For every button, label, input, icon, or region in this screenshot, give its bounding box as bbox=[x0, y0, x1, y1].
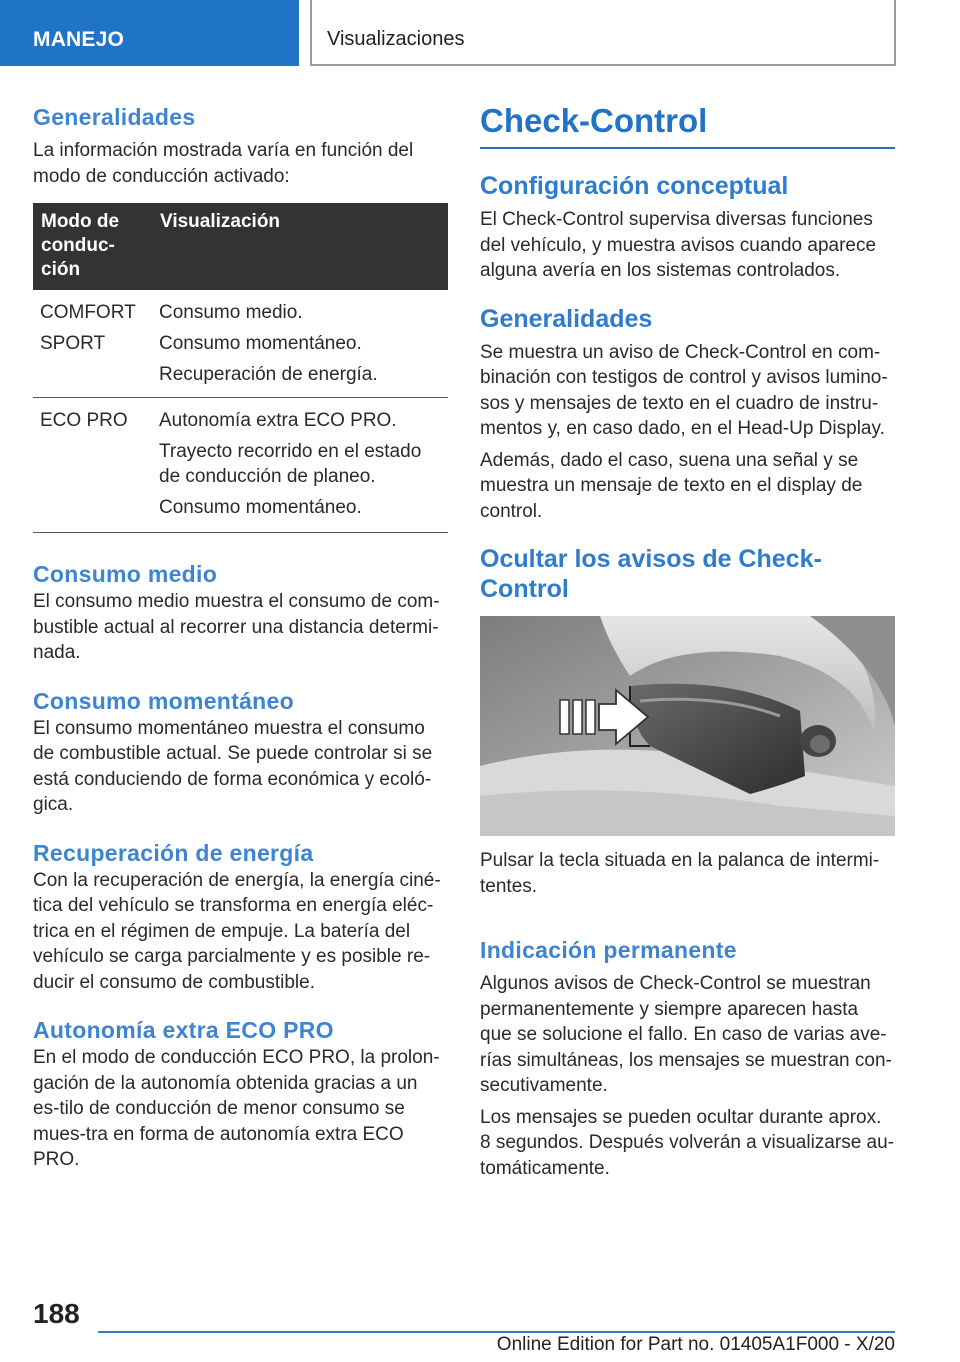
display-item: Consumo momentáneo. bbox=[159, 497, 362, 518]
generalidades-right-text-2: Además, dado el caso, suena una señal y se muestra un mensaje de texto en el display de control. bbox=[480, 449, 863, 522]
left-column bbox=[33, 100, 448, 1173]
display-item: Autonomía extra ECO PRO. bbox=[159, 410, 397, 431]
display-item: Consumo momentáneo. bbox=[159, 333, 362, 354]
chapter-tab bbox=[310, 0, 896, 66]
autonomia-heading: Autonomía extra ECO PRO bbox=[33, 1017, 334, 1043]
consumo-medio-text: El consumo medio muestra el consumo de com-bustible actual al recorrer una distancia determi-nada. bbox=[33, 591, 440, 663]
config-heading: Configuración conceptual bbox=[480, 172, 789, 200]
permanente-text-2: Los mensajes se pueden ocultar durante aprox. 8 segundos. Después volverán a visualizarse au-tomáticamente. bbox=[480, 1106, 895, 1179]
autonomia-text: En el modo de conducción ECO PRO, la prolon-gación de la autonomía obtenida gracias a un es-tilo de conducción de menor consumo se mues-tra en forma de autonomía extra ECO PRO. bbox=[33, 1047, 440, 1170]
display-item: Consumo medio. bbox=[159, 302, 303, 323]
permanente-text-1: Algunos avisos de Check-Control se muestran permanentemente y siempre aparecen hasta que se solucione el fallo. En caso de varias ave-rías simultáneas, los mensajes se muestran con-secutivamente. bbox=[480, 973, 892, 1096]
turn-signal-lever-illustration bbox=[480, 616, 895, 836]
recuperacion-heading: Recuperación de energía bbox=[33, 839, 314, 866]
consumo-momentaneo-heading: Consumo momentáneo bbox=[33, 687, 294, 714]
table-row bbox=[33, 290, 448, 398]
table-row bbox=[33, 398, 448, 533]
section-tab bbox=[0, 0, 299, 66]
config-text: El Check-Control supervisa diversas funciones del vehículo, y muestra avisos cuando aparece alguna avería en los sistemas controlados. bbox=[480, 209, 877, 281]
generalidades-right-text-1: Se muestra un aviso de Check-Control en com-binación con testigos de control y avisos lumino-sos y mensajes de texto en el cuadro de instru-mentos y, en caso dado, en el Head-Up Display. bbox=[480, 341, 888, 439]
chapter-label: Visualizaciones bbox=[327, 28, 465, 50]
mode-name: SPORT bbox=[40, 333, 106, 354]
generalidades-heading: Generalidades bbox=[33, 104, 196, 130]
display-item: Recuperación de energía. bbox=[159, 364, 378, 385]
title-rule bbox=[480, 147, 895, 149]
check-control-title: Check-Control bbox=[480, 102, 708, 139]
lever-drawing bbox=[480, 616, 895, 836]
consumo-medio-heading: Consumo medio bbox=[33, 561, 218, 587]
page-number: 188 bbox=[33, 1298, 80, 1329]
recuperacion-text: Con la recuperación de energía, la energía ciné-tica del vehículo se transforma en energía eléc-trica en el régimen de empuje. La batería del vehículo se carga parcialmente y es posible re-ducir el consumo de combustible. bbox=[33, 869, 441, 993]
table-header-display: Visualización bbox=[152, 203, 448, 290]
ocultar-heading: Ocultar los avisos de Check-Control bbox=[480, 545, 822, 603]
section-label: MANEJO bbox=[33, 28, 125, 51]
generalidades-right-heading: Generalidades bbox=[480, 304, 653, 333]
right-column bbox=[480, 99, 895, 1181]
mode-name: ECO PRO bbox=[40, 410, 128, 431]
page-header bbox=[0, 0, 960, 66]
photo-caption: Pulsar la tecla situada en la palanca de intermi-tentes. bbox=[480, 850, 880, 897]
generalidades-text: La información mostrada varía en función del modo de conducción activado: bbox=[33, 140, 414, 187]
display-item: Trayecto recorrido en el estado de conducción de planeo. bbox=[159, 441, 422, 487]
consumo-momentaneo-text: El consumo momentáneo muestra el consumo de combustible actual. Se puede controlar si se está conduciendo de forma económica y ecoló-gica. bbox=[33, 717, 433, 815]
permanente-heading: Indicación permanente bbox=[480, 937, 737, 963]
mode-name: COMFORT bbox=[40, 302, 136, 323]
edition-text: Online Edition for Part no. 01405A1F000 - X/20 bbox=[496, 1334, 895, 1355]
footer-rule bbox=[98, 1331, 895, 1333]
modes-table bbox=[33, 203, 448, 533]
table-header-mode: Modo de conduc- ción bbox=[33, 203, 152, 290]
